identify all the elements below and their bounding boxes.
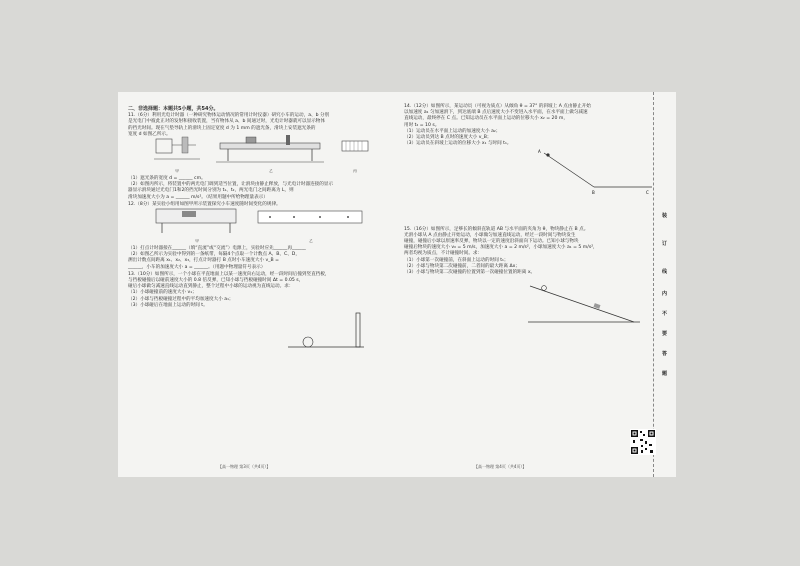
binding-char: 订 — [662, 241, 668, 247]
fig-caption: 乙 — [269, 168, 273, 173]
q11-figure-b — [216, 135, 326, 174]
light-gate-diagram — [152, 135, 202, 165]
q15-line: 两者均视为质点，不计碰撞时间。求： — [404, 251, 483, 257]
q12-sub: 测出计数点间距离 x₁、x₂、x₃，打点计时器打 B 点时小车速度大小 v_B = — [128, 258, 279, 264]
q14-line: 以加速度 a₁ 匀加速滑下，到达底端 B 点后速度大小不变进入水平面，在水平面上做匀减速 — [404, 110, 588, 116]
binding-char: 题 — [662, 371, 668, 377]
page-footer-right: 【高一物理 第4页（共4页）】 — [474, 464, 527, 469]
q13-sub: （1）小球碰撞前的速度大小 v₁； — [128, 290, 197, 296]
q11-sub: 器显示滑块通过光电门1和2的挡光时间分别为 t₁、t₂，两光电门之间距离为 L，则 — [128, 188, 294, 194]
binding-char: 线 — [662, 269, 668, 275]
q11-figures — [152, 140, 390, 174]
q12-line: 12.（8分）某实验小组用如图甲所示装置探究小车速度随时间变化的规律。 — [128, 201, 281, 207]
q11-line: 宽度 d 如图乙所示。 — [128, 131, 171, 137]
q11-line: 的挡光时间。现在气垫导轨上的滑块上固定宽度 d 为 1 mm 的遮光条，滑块上安装遮光条的 — [128, 125, 316, 131]
q15-line: 碰撞后物块的速度大小 v₀ = 5 m/s，加速度大小 a = 2 m/s²，小球加速度大小 a₁ = 5 m/s²， — [404, 245, 598, 251]
q14-sub: （2）运动员到达 B 点时的速度大小 v_B； — [404, 135, 492, 141]
question-15 — [404, 227, 654, 332]
q13-line: 碰后小球做匀减速直线运动直到静止，整个过程中小球的运动视为直线运动。求： — [128, 284, 294, 290]
q15-line: 碰撞，碰撞后小球以原速率反弹，物块以一定的速度沿斜面向下运动。已知小球与物块 — [404, 239, 579, 245]
q12-sub: （2）如图乙所示为实验中得到的一条纸带，每隔4个点取一个计数点 A、B、C、D， — [128, 252, 300, 258]
ball-wall-diagram — [288, 311, 368, 351]
caliper-diagram — [340, 135, 370, 165]
q11-line: 是光电门中彼此正对的发射和接收装置，当有物体从 a、b 间通过时，光电计时器就可以显示物体 — [128, 119, 325, 125]
cart-track-diagram — [152, 205, 242, 235]
q12-figure-b — [256, 205, 366, 244]
q12-sub: （1）打点计时器接在______（填“直流”或“交流”）电源上，实验时应先______再______ — [128, 246, 306, 252]
fig-caption: 乙 — [309, 238, 313, 243]
left-column — [128, 92, 390, 469]
q12-sub: ______，小车的加速度大小 a = ______。（用题中物理量符号表示） — [128, 264, 266, 270]
q15-sub: （3）小球与物块第二次碰撞的位置到第一次碰撞位置的距离 x。 — [404, 270, 536, 276]
question-11 — [128, 113, 390, 201]
q12-figures — [152, 210, 390, 244]
exam-sheet — [118, 92, 676, 477]
page-footer-left: 【高一物理 第3页（共4页）】 — [218, 464, 271, 469]
q11-sub: 滑块加速度大小为 a = ______ m/s²。（结果用题中所给物理量表示） — [128, 194, 268, 200]
binding-char: 要 — [662, 331, 668, 337]
question-12 — [128, 202, 390, 271]
paper-tape-diagram — [256, 205, 366, 235]
q11-sub: （2）如图丙所示，将装置中的两光电门调到适当位置，让滑块由静止释放，与光电计时器连接的显示 — [128, 182, 334, 188]
q12-figure-a — [152, 205, 242, 244]
q14-line: 用时 t₂ = 10 s。 — [404, 122, 440, 128]
incline-ball-block-diagram — [524, 278, 644, 328]
q11-sub: （1）遮光条的宽度 d = ______ cm。 — [128, 176, 206, 182]
q11-line: 11.（6分）利用光电计时器（一种研究物体运动情况的常用计时仪器）研究小车的运动，a、b 分别 — [128, 113, 330, 119]
q14-sub: （3）运动员在斜坡上运动的位移大小 x₁ 与时间 t₁。 — [404, 141, 512, 147]
q14-line: 14.（12分）如图所示，某运动员（可视为质点）从倾角 θ = 37° 的斜坡上 A 点由静止开始 — [404, 104, 591, 109]
point-label-b: B — [592, 190, 595, 196]
q11-figure-a — [152, 135, 202, 174]
q13-line: 与挡板碰撞后以碰前速度大小的 0.8 倍反弹，已知小球与挡板碰撞时间 Δt = 0.05 s， — [128, 278, 304, 284]
q14-sub: （1）运动员在水平面上运动的加速度大小 a₂； — [404, 128, 501, 134]
section-title: 二、非选择题：本题共5小题，共54分。 — [128, 106, 219, 112]
q15-sub: （1）小球第一次碰撞前，在斜面上运动的时间 t₁； — [404, 257, 509, 263]
q13-sub: （2）小球与挡板碰撞过程中的平均加速度大小 a₁； — [128, 296, 234, 302]
binding-margin — [653, 92, 676, 477]
point-label-c: C — [646, 190, 649, 196]
q14-line: 直线运动，最终停在 C 点。已知运动员在水平面上运动的位移大小 x₂ = 20 m， — [404, 116, 568, 122]
fig-caption: 甲 — [195, 238, 199, 243]
qr-code — [630, 429, 656, 455]
fig-caption: 甲 — [175, 168, 179, 173]
q13-line: 13.（10分）如图所示，一个小球在平直地面上以某一速度向右运动，经一段时间后撞到竖直挡板， — [128, 271, 330, 277]
q11-figure-c — [340, 135, 370, 174]
q15-sub: （2）小球与物块第二次碰撞前，二者间的最大距离 Δx； — [404, 263, 520, 269]
ski-slope-diagram — [534, 147, 654, 197]
binding-char: 答 — [662, 351, 668, 357]
question-14 — [404, 104, 654, 201]
air-track-diagram — [216, 135, 326, 165]
point-label-a: A — [538, 149, 541, 155]
binding-char: 装 — [662, 213, 668, 219]
right-column — [404, 92, 654, 469]
question-13 — [128, 272, 390, 354]
q15-line: 15.（16分）如图所示，足够长的倾斜直轨道 AB 与水平面的夹角为 θ，物块静止在 B 点。 — [404, 226, 589, 232]
binding-char: 内 — [662, 291, 668, 297]
binding-char: 不 — [662, 311, 668, 317]
fig-caption: 丙 — [353, 168, 357, 173]
q13-sub: （3）小球碰后在地面上运动的时间 t。 — [128, 302, 208, 308]
q15-line: 光滑小球从 A 点由静止开始运动，小球做匀加速直线运动，经过一段时间与物块发生 — [404, 232, 576, 238]
